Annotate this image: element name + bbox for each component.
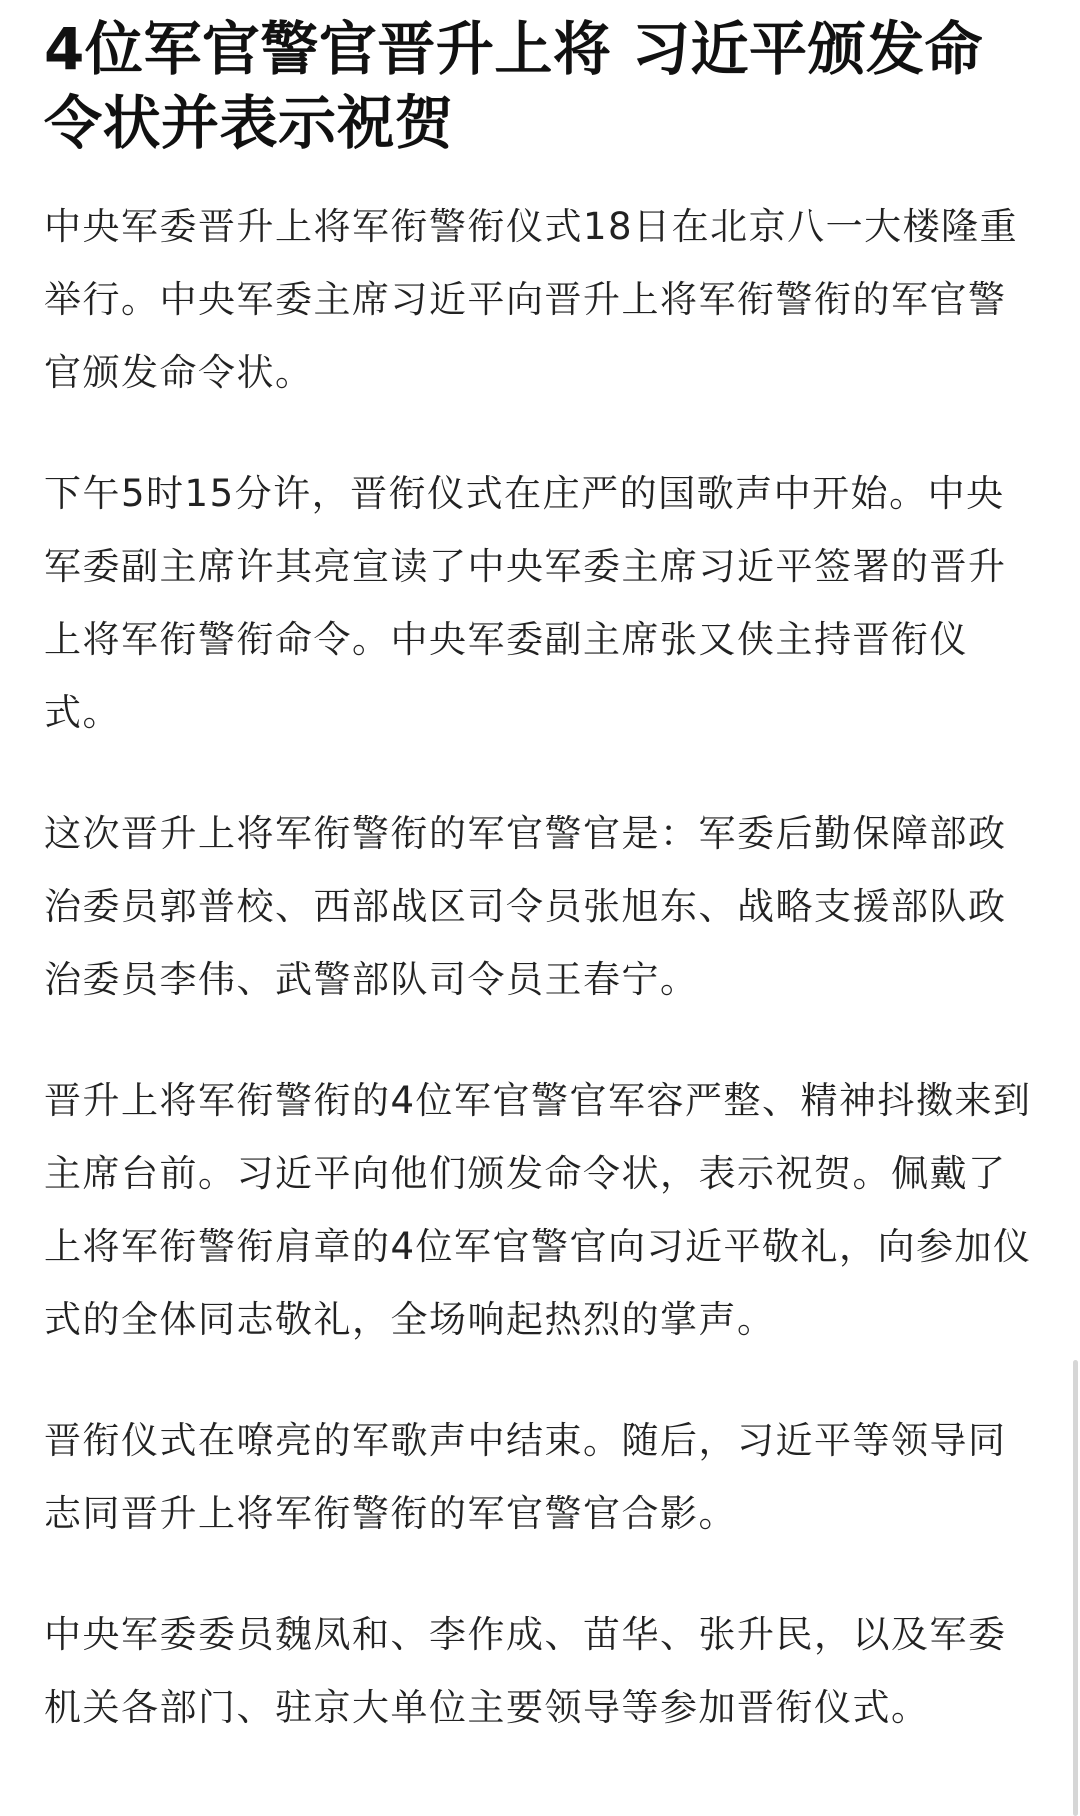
article [44,0,1038,1744]
article-paragraph: 中央军委晋升上将军衔警衔仪式18日在北京八一大楼隆重举行。中央军委主席习近平向晋升上将军衔警衔的军官警官颁发命令状。 [44,205,1019,394]
article-paragraph: 中央军委委员魏凤和、李作成、苗华、张升民，以及军委机关各部门、驻京大单位主要领导等参加晋衔仪式。 [44,1613,1007,1729]
scrollbar[interactable] [1073,1360,1078,1816]
article-paragraph: 晋升上将军衔警衔的4位军官警官军容严整、精神抖擞来到主席台前。习近平向他们颁发命令状，表示祝贺。佩戴了上将军衔警衔肩章的4位军官警官向习近平敬礼，向参加仪式的全体同志敬礼，全场响起热烈的掌声。 [44,1079,1032,1341]
article-paragraph: 这次晋升上将军衔警衔的军官警官是：军委后勤保障部政治委员郭普校、西部战区司令员张旭东、战略支援部队政治委员李伟、武警部队司令员王春宁。 [44,812,1007,1001]
article-paragraph: 下午5时15分许，晋衔仪式在庄严的国歌声中开始。中央军委副主席许其亮宣读了中央军委主席习近平签署的晋升上将军衔警衔命令。中央军委副主席张又侠主持晋衔仪式。 [44,472,1007,734]
article-title: 4位军官警官晋升上将 习近平颁发命令状并表示祝贺 [44,15,984,157]
article-paragraph: 晋衔仪式在嘹亮的军歌声中结束。随后，习近平等领导同志同晋升上将军衔警衔的军官警官合影。 [44,1419,1007,1535]
